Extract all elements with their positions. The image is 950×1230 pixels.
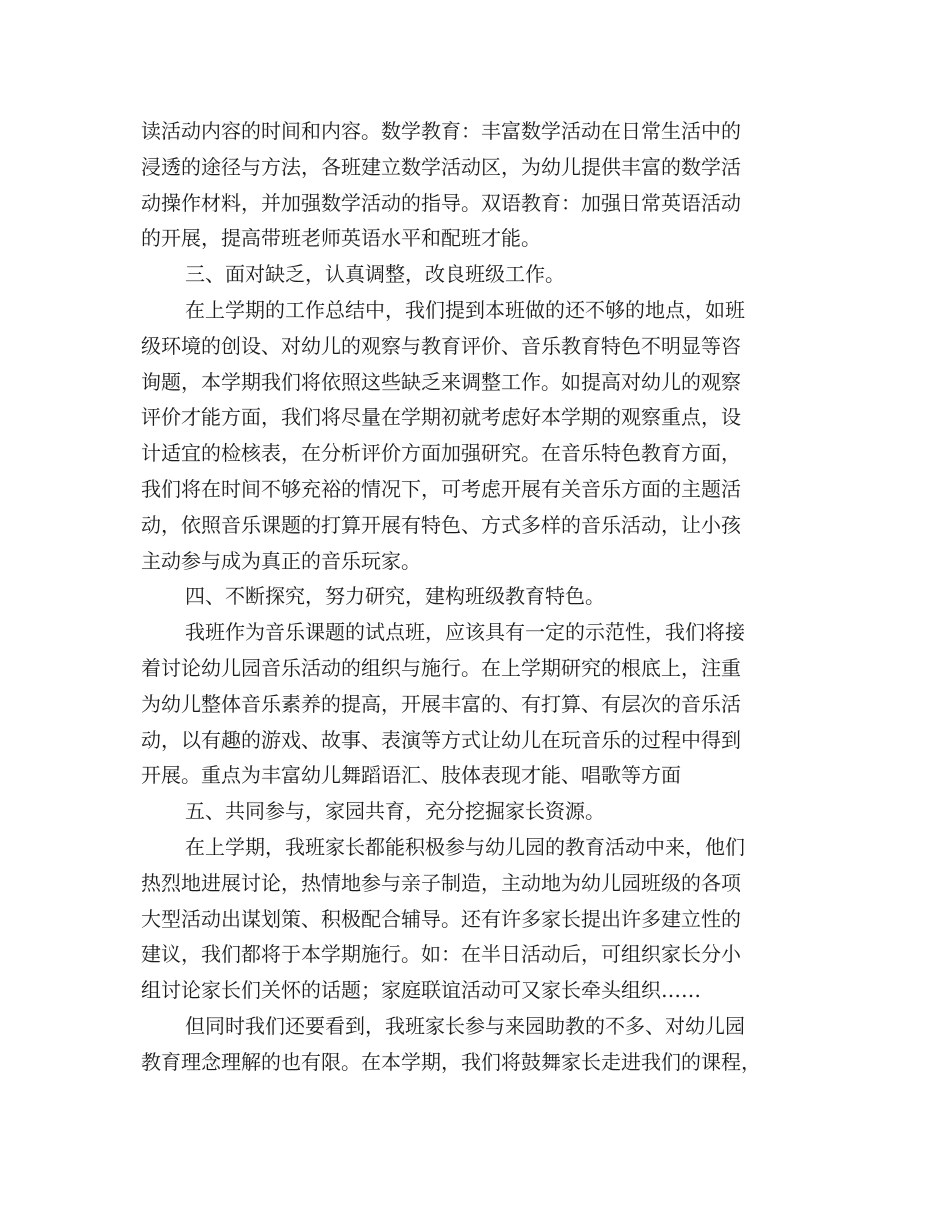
text-line: 的开展，提高带班老师英语水平和配班才能。 [141,226,541,251]
text-line: 开展。重点为丰富幼儿舞蹈语汇、肢体表现才能、唱歌等方面 [141,763,681,788]
text-line: 评价才能方面，我们将尽量在学期初就考虑好本学期的观察重点，设 [141,405,741,430]
text-line: 着讨论幼儿园音乐活动的组织与施行。在上学期研究的根底上，注重 [141,655,741,680]
text-line: 大型活动出谋划策、积极配合辅导。还有许多家长提出许多建立性的 [141,906,741,931]
section-heading-5 [141,794,831,830]
text-line: 动，依照音乐课题的打算开展有特色、方式多样的音乐活动，让小孩 [141,512,741,537]
heading-text: 四、不断探究，努力研究，建构班级教育特色。 [185,584,605,609]
document-body [141,114,831,1081]
text-line: 读活动内容的时间和内容。数学教育：丰富数学活动在日常生活中的 [141,119,741,143]
heading-text: 五、共同参与，家园共育，充分挖掘家长资源。 [185,799,605,824]
text-line: 为幼儿整体音乐素养的提高，开展丰富的、有打算、有层次的音乐活 [141,691,741,716]
paragraph-parent-limits [141,1009,831,1081]
text-line: 我班作为音乐课题的试点班，应该具有一定的示范性，我们将接 [185,620,745,645]
text-line: 动，以有趣的游戏、故事、表演等方式让幼儿在玩音乐的过程中得到 [141,727,741,752]
text-line: 询题，本学期我们将依照这些缺乏来调整工作。如提高对幼儿的观察 [141,369,741,394]
text-line: 我们将在时间不够充裕的情况下，可考虑开展有关音乐方面的主题活 [141,476,741,501]
text-line: 建议，我们都将于本学期施行。如：在半日活动后，可组织家长分小 [141,942,741,967]
text-line: 动操作材料，并加强数学活动的指导。双语教育：加强日常英语活动 [141,190,741,215]
paragraph-music-research [141,615,831,794]
text-line: 在上学期的工作总结中，我们提到本班做的还不够的地点，如班 [185,297,745,322]
text-line: 主动参与成为真正的音乐玩家。 [141,548,421,573]
section-heading-4 [141,579,831,615]
text-line: 热烈地进展讨论，热情地参与亲子制造，主动地为幼儿园班级的各项 [141,870,741,895]
text-line: 计适宜的检核表，在分析评价方面加强研究。在音乐特色教育方面， [141,441,741,466]
paragraph-adjust-work [141,293,831,579]
text-line: 级环境的创设、对幼儿的观察与教育评价、音乐教育特色不明显等咨 [141,333,741,358]
text-line: 浸透的途径与方法，各班建立数学活动区，为幼儿提供丰富的数学活 [141,154,741,179]
paragraph-math-bilingual [141,114,831,257]
heading-text: 三、面对缺乏，认真调整，改良班级工作。 [185,262,565,287]
text-line: 教育理念理解的也有限。在本学期，我们将鼓舞家长走进我们的课程， [141,1049,761,1074]
text-line: 在上学期，我班家长都能积极参与幼儿园的教育活动中来，他们 [185,834,745,859]
text-line: 组讨论家长们关怀的话题；家庭联谊活动可又家长牵头组织…… [141,978,701,1003]
text-line: 但同时我们还要看到，我班家长参与来园助教的不多、对幼儿园 [185,1013,745,1038]
section-heading-3 [141,257,831,293]
paragraph-parent-participation [141,830,831,1009]
